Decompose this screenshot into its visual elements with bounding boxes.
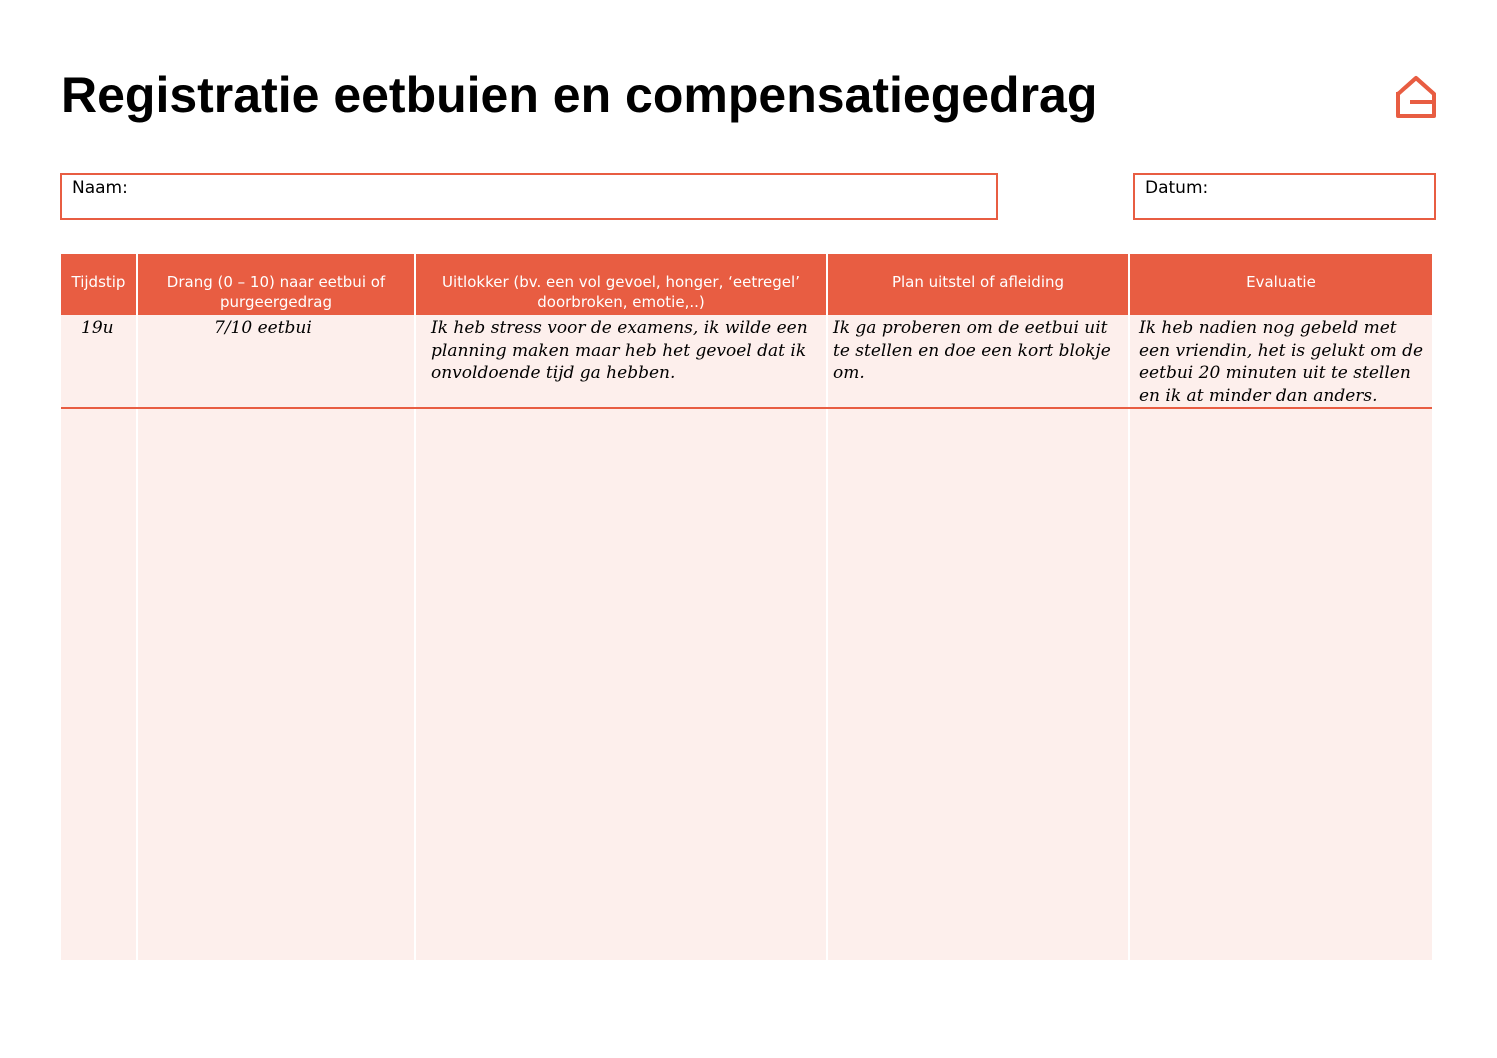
empty-cell-time[interactable] [61, 408, 137, 960]
table-row-empty [61, 408, 1432, 960]
registration-table [61, 254, 1432, 960]
empty-cell-plan[interactable] [827, 408, 1129, 960]
name-field[interactable] [60, 173, 998, 220]
date-label: Datum: [1145, 178, 1209, 198]
table-row [61, 315, 1432, 408]
header-evaluation: Evaluatie [1129, 254, 1432, 315]
house-e-logo-icon [1394, 74, 1438, 118]
empty-cell-evaluation[interactable] [1129, 408, 1432, 960]
cell-time[interactable]: 19u [61, 315, 137, 408]
table-header-row [61, 254, 1432, 315]
empty-cell-trigger[interactable] [415, 408, 827, 960]
header-time: Tijdstip [61, 254, 137, 315]
cell-plan[interactable]: Ik ga proberen om de eetbui uit te stellen en doe een kort blokje om. [827, 315, 1129, 408]
cell-evaluation[interactable]: Ik heb nadien nog gebeld met een vriendin, het is gelukt om de eetbui 20 minuten uit te stellen en ik at minder dan anders. [1129, 315, 1432, 408]
header-urge: Drang (0 – 10) naar eetbui of purgeergedrag [137, 254, 415, 315]
cell-urge[interactable]: 7/10 eetbui [137, 315, 415, 408]
date-field[interactable] [1133, 173, 1436, 220]
header-trigger: Uitlokker (bv. een vol gevoel, honger, ‘eetregel’ doorbroken, emotie,..) [415, 254, 827, 315]
empty-cell-urge[interactable] [137, 408, 415, 960]
cell-trigger[interactable]: Ik heb stress voor de examens, ik wilde een planning maken maar heb het gevoel dat ik onvoldoende tijd ga hebben. [415, 315, 827, 408]
name-label: Naam: [72, 178, 128, 198]
header-plan: Plan uitstel of afleiding [827, 254, 1129, 315]
page-title: Registratie eetbuien en compensatiegedrag [61, 67, 1098, 123]
